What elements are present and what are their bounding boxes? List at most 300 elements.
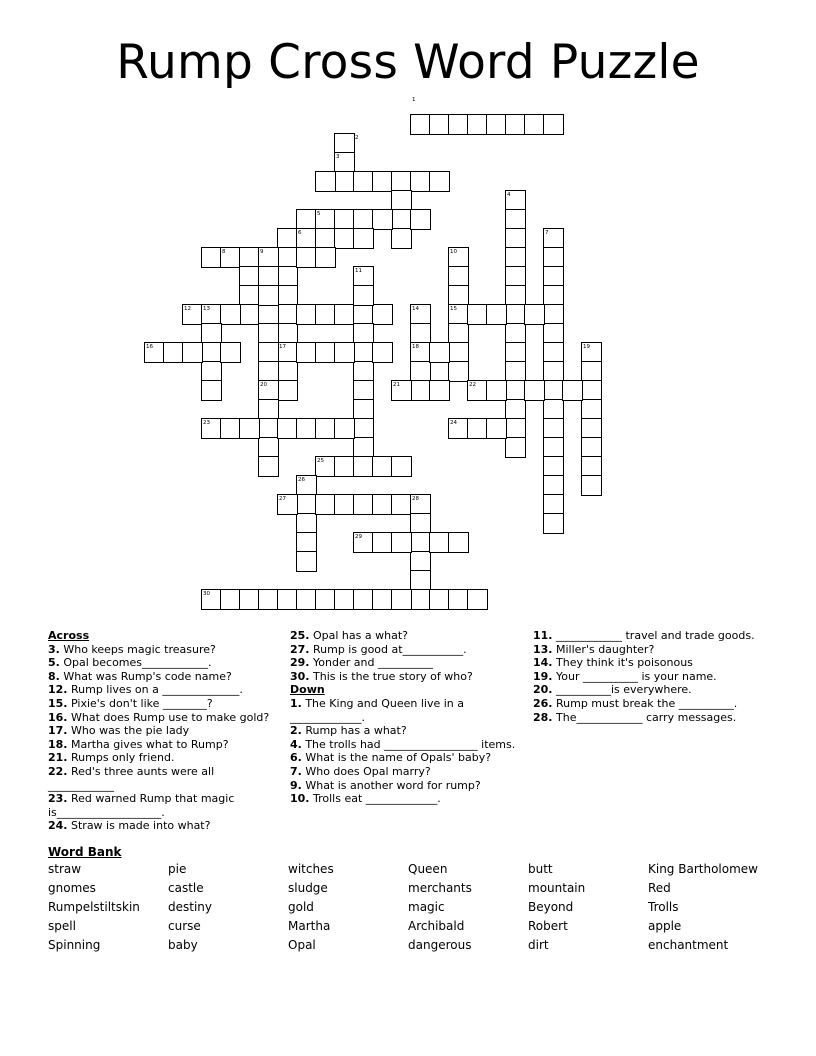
grid-cell[interactable]	[315, 342, 336, 363]
grid-cell[interactable]	[201, 380, 222, 401]
clue-item-number: 14.	[533, 656, 553, 670]
grid-cell[interactable]	[467, 418, 488, 439]
clue-item-text: Straw is made into what?	[67, 819, 211, 833]
grid-cell[interactable]	[258, 285, 279, 306]
grid-cell[interactable]	[353, 532, 374, 553]
grid-cell[interactable]	[410, 171, 431, 192]
grid-cell[interactable]	[220, 304, 241, 325]
grid-cell[interactable]	[391, 380, 412, 401]
clue-item-number: 24.	[48, 819, 68, 833]
word-bank-item: Red	[648, 881, 671, 895]
grid-cell[interactable]	[410, 361, 431, 382]
word-bank-item: Opal	[288, 938, 316, 952]
clue-item-text: Martha gives what to Rump?	[67, 737, 229, 751]
grid-cell[interactable]	[486, 114, 507, 135]
word-bank-item: gold	[288, 900, 314, 914]
clue-item-text: Rump lives on a ______________.	[67, 683, 243, 697]
clue-number: 1	[412, 97, 416, 103]
grid-cell[interactable]	[315, 209, 336, 230]
clue-number: 3	[336, 154, 340, 160]
grid-cell[interactable]	[334, 342, 355, 363]
word-bank-item: witches	[288, 862, 334, 876]
grid-cell[interactable]	[353, 380, 374, 401]
clue-item	[290, 751, 520, 765]
grid-cell[interactable]	[296, 589, 317, 610]
clue-item-text: Pixie's don't like ________?	[67, 696, 213, 710]
grid-cell[interactable]	[296, 247, 317, 268]
grid-cell[interactable]	[296, 342, 317, 363]
clue-item-number: 7.	[290, 764, 302, 778]
clue-item	[533, 670, 763, 684]
grid-cell[interactable]	[258, 437, 279, 458]
page-title: Rump Cross Word Puzzle	[116, 35, 700, 90]
clue-item-text: ____________ travel and trade goods.	[552, 629, 755, 642]
grid-cell[interactable]	[543, 418, 564, 439]
grid-cell[interactable]	[391, 228, 412, 249]
grid-cell[interactable]	[258, 380, 279, 401]
grid-cell[interactable]	[543, 323, 564, 344]
grid-cell[interactable]	[353, 209, 374, 230]
grid-cell[interactable]	[258, 266, 279, 287]
grid-cell[interactable]	[543, 437, 564, 458]
grid-cell[interactable]	[543, 247, 564, 268]
clue-item-text: The trolls had _________________ items.	[301, 737, 516, 751]
grid-cell[interactable]	[448, 247, 469, 268]
grid-cell[interactable]	[410, 380, 431, 401]
grid-cell[interactable]	[543, 266, 564, 287]
grid-cell[interactable]	[277, 380, 298, 401]
grid-cell[interactable]	[448, 589, 469, 610]
grid-cell[interactable]	[372, 589, 393, 610]
grid-cell[interactable]	[448, 418, 469, 439]
grid-cell[interactable]	[201, 323, 222, 344]
clue-item-number: 15.	[48, 696, 68, 710]
clue-item-text: What was Rump's code name?	[59, 669, 232, 683]
grid-cell[interactable]	[581, 437, 602, 458]
grid-cell[interactable]	[201, 342, 222, 363]
grid-cell[interactable]	[353, 399, 374, 420]
clue-heading: Down	[290, 683, 325, 697]
clue-item-text: The King and Queen live in a _____________.	[290, 696, 464, 724]
grid-cell[interactable]	[277, 228, 298, 249]
clue-item-text: Yonder and __________	[309, 656, 433, 670]
clue-item-text: Rumps only friend.	[67, 751, 175, 765]
clue-item-number: 5.	[48, 656, 60, 670]
grid-cell[interactable]	[429, 532, 450, 553]
grid-cell[interactable]	[372, 304, 393, 325]
grid-cell[interactable]	[505, 399, 526, 420]
clue-item	[48, 683, 280, 697]
grid-cell[interactable]	[239, 285, 260, 306]
grid-cell[interactable]	[543, 228, 564, 249]
grid-cell[interactable]	[258, 456, 279, 477]
grid-cell[interactable]	[505, 228, 526, 249]
grid-cell[interactable]	[448, 361, 469, 382]
grid-cell[interactable]	[239, 266, 260, 287]
grid-cell[interactable]	[448, 285, 469, 306]
clue-item-text: Rump is good at___________.	[309, 642, 467, 656]
grid-cell[interactable]	[543, 304, 564, 325]
grid-cell[interactable]	[581, 475, 602, 496]
grid-cell[interactable]	[353, 304, 374, 325]
clue-number: 6	[298, 230, 302, 236]
grid-cell[interactable]	[296, 304, 317, 325]
grid-cell[interactable]	[486, 380, 507, 401]
grid-cell[interactable]	[258, 342, 279, 363]
clue-item	[48, 765, 280, 792]
grid-cell[interactable]	[315, 304, 336, 325]
grid-cell[interactable]	[258, 361, 279, 382]
grid-cell[interactable]	[334, 152, 355, 173]
grid-cell[interactable]	[258, 323, 279, 344]
grid-cell[interactable]	[543, 380, 564, 401]
grid-cell[interactable]	[372, 342, 393, 363]
word-bank-item: King Bartholomew	[648, 862, 758, 876]
word-bank-item: castle	[168, 881, 204, 895]
clue-item-number: 13.	[533, 642, 553, 656]
word-bank-item: butt	[528, 862, 553, 876]
grid-cell[interactable]	[334, 456, 355, 477]
grid-cell[interactable]	[448, 532, 469, 553]
grid-cell[interactable]	[353, 342, 374, 363]
grid-cell[interactable]	[505, 304, 526, 325]
clue-item-text: They think it's poisonous	[552, 656, 693, 670]
clue-item	[290, 629, 520, 643]
grid-cell[interactable]	[410, 304, 431, 325]
grid-cell[interactable]	[353, 418, 374, 439]
grid-cell[interactable]	[429, 114, 450, 135]
grid-cell[interactable]	[277, 418, 298, 439]
clue-item	[533, 697, 763, 711]
word-bank-item: curse	[168, 919, 201, 933]
clue-item	[533, 683, 763, 697]
grid-cell[interactable]	[505, 285, 526, 306]
grid-cell[interactable]	[296, 418, 317, 439]
clue-item	[48, 643, 280, 657]
clue-item-text: What does Rump use to make gold?	[67, 710, 270, 724]
grid-cell[interactable]	[505, 342, 526, 363]
grid-cell[interactable]	[296, 551, 317, 572]
grid-cell[interactable]	[562, 380, 583, 401]
clue-number: 18	[412, 344, 419, 350]
grid-cell[interactable]	[448, 304, 469, 325]
word-bank-item: Spinning	[48, 938, 101, 952]
clue-item-number: 26.	[533, 696, 553, 710]
clue-item-number: 9.	[290, 778, 302, 792]
clue-item-text: __________is everywhere.	[552, 683, 692, 697]
grid-cell[interactable]	[353, 437, 374, 458]
grid-cell[interactable]	[315, 589, 336, 610]
clue-number: 16	[146, 344, 153, 350]
grid-cell[interactable]	[372, 532, 393, 553]
grid-cell[interactable]	[258, 247, 279, 268]
grid-cell[interactable]	[448, 342, 469, 363]
clue-number: 26	[298, 477, 305, 483]
clue-item	[48, 656, 280, 670]
grid-cell[interactable]	[334, 209, 355, 230]
grid-cell[interactable]	[391, 589, 412, 610]
clue-item-number: 1.	[290, 696, 302, 710]
clue-number: 25	[317, 458, 324, 464]
grid-cell[interactable]	[277, 589, 298, 610]
grid-cell[interactable]	[486, 304, 507, 325]
grid-cell[interactable]	[201, 304, 222, 325]
clue-number: 22	[469, 382, 476, 388]
grid-cell[interactable]	[543, 114, 564, 135]
grid-cell[interactable]	[353, 456, 374, 477]
grid-cell[interactable]	[334, 133, 355, 154]
grid-cell[interactable]	[353, 323, 374, 344]
grid-cell[interactable]	[467, 380, 488, 401]
grid-cell[interactable]	[296, 228, 317, 249]
grid-cell[interactable]	[315, 494, 336, 515]
clue-item	[290, 765, 520, 779]
grid-cell[interactable]	[277, 247, 298, 268]
clue-heading: Across	[48, 629, 90, 642]
grid-cell[interactable]	[163, 342, 184, 363]
grid-cell[interactable]	[258, 304, 279, 325]
grid-cell[interactable]	[524, 114, 545, 135]
clue-item-number: 16.	[48, 710, 68, 724]
grid-cell[interactable]	[182, 304, 203, 325]
grid-cell[interactable]	[410, 342, 431, 363]
grid-cell[interactable]	[296, 475, 317, 496]
clue-item-text: Rump has a what?	[301, 724, 407, 738]
grid-cell[interactable]	[372, 209, 393, 230]
grid-cell[interactable]	[201, 247, 222, 268]
grid-cell[interactable]	[524, 304, 545, 325]
grid-cell[interactable]	[581, 380, 602, 401]
clue-item	[533, 656, 763, 670]
grid-cell[interactable]	[410, 323, 431, 344]
clue-number: 27	[279, 496, 286, 502]
grid-cell[interactable]	[353, 266, 374, 287]
grid-cell[interactable]	[334, 589, 355, 610]
grid-cell[interactable]	[410, 513, 431, 534]
word-bank-item: sludge	[288, 881, 328, 895]
grid-cell[interactable]	[315, 171, 336, 192]
grid-cell[interactable]	[277, 342, 298, 363]
grid-cell[interactable]	[353, 589, 374, 610]
grid-cell[interactable]	[505, 209, 526, 230]
grid-cell[interactable]	[239, 304, 260, 325]
grid-cell[interactable]	[505, 247, 526, 268]
grid-cell[interactable]	[505, 361, 526, 382]
grid-cell[interactable]	[543, 475, 564, 496]
clue-item	[533, 711, 763, 725]
grid-cell[interactable]	[391, 209, 412, 230]
grid-cell[interactable]	[372, 494, 393, 515]
grid-cell[interactable]	[277, 361, 298, 382]
grid-cell[interactable]	[391, 532, 412, 553]
clue-item-number: 29.	[290, 656, 310, 670]
grid-cell[interactable]	[410, 589, 431, 610]
clue-item-number: 12.	[48, 683, 68, 697]
grid-cell[interactable]	[581, 456, 602, 477]
grid-cell[interactable]	[353, 361, 374, 382]
grid-cell[interactable]	[391, 456, 412, 477]
grid-cell[interactable]	[334, 418, 355, 439]
clue-item	[48, 724, 280, 738]
clue-item-text: This is the true story of who?	[309, 669, 473, 683]
grid-cell[interactable]	[277, 304, 298, 325]
grid-cell[interactable]	[448, 114, 469, 135]
grid-cell[interactable]	[296, 513, 317, 534]
word-bank-item: pie	[168, 862, 187, 876]
grid-cell[interactable]	[505, 114, 526, 135]
grid-cell[interactable]	[277, 494, 298, 515]
grid-cell[interactable]	[543, 513, 564, 534]
grid-cell[interactable]	[239, 418, 260, 439]
grid-cell[interactable]	[467, 304, 488, 325]
clue-number: 11	[355, 268, 362, 274]
grid-cell[interactable]	[220, 589, 241, 610]
grid-cell[interactable]	[334, 494, 355, 515]
grid-cell[interactable]	[429, 342, 450, 363]
grid-cell[interactable]	[429, 589, 450, 610]
clue-item-number: 23.	[48, 792, 68, 806]
clue-item-number: 8.	[48, 669, 60, 683]
grid-cell[interactable]	[315, 456, 336, 477]
clue-item-text: Miller's daughter?	[552, 642, 655, 656]
grid-cell[interactable]	[448, 266, 469, 287]
word-bank-item: Archibald	[408, 919, 465, 933]
clue-item-number: 4.	[290, 737, 302, 751]
grid-cell[interactable]	[258, 418, 279, 439]
word-bank-heading: Word Bank	[48, 845, 122, 859]
clue-number: 17	[279, 344, 286, 350]
grid-cell[interactable]	[315, 228, 336, 249]
clue-number: 5	[317, 211, 321, 217]
word-bank-item: Rumpelstiltskin	[48, 900, 140, 914]
clue-column-2	[290, 629, 520, 806]
word-bank-item: Beyond	[528, 900, 574, 914]
clue-number: 29	[355, 534, 362, 540]
grid-cell[interactable]	[543, 494, 564, 515]
grid-cell[interactable]	[391, 190, 412, 211]
grid-cell[interactable]	[277, 323, 298, 344]
grid-cell[interactable]	[353, 228, 374, 249]
clue-item-text: Red's three aunts were all ____________	[48, 764, 215, 792]
word-bank-item: spell	[48, 919, 76, 933]
clue-item	[533, 643, 763, 657]
grid-cell[interactable]	[258, 589, 279, 610]
grid-cell[interactable]	[144, 342, 165, 363]
grid-cell[interactable]	[429, 171, 450, 192]
grid-cell[interactable]	[467, 589, 488, 610]
word-bank-item: mountain	[528, 881, 586, 895]
grid-cell[interactable]	[220, 247, 241, 268]
grid-cell[interactable]	[505, 418, 526, 439]
clue-item-number: 30.	[290, 669, 310, 683]
grid-cell[interactable]	[353, 494, 374, 515]
grid-cell[interactable]	[410, 532, 431, 553]
grid-cell[interactable]	[581, 361, 602, 382]
grid-cell[interactable]	[391, 494, 412, 515]
grid-cell[interactable]	[372, 456, 393, 477]
grid-cell[interactable]	[239, 247, 260, 268]
grid-cell[interactable]	[448, 323, 469, 344]
grid-cell[interactable]	[353, 171, 374, 192]
grid-cell[interactable]	[220, 418, 241, 439]
grid-cell[interactable]	[410, 494, 431, 515]
word-bank-item: apple	[648, 919, 682, 933]
grid-cell[interactable]	[201, 418, 222, 439]
grid-cell[interactable]	[258, 399, 279, 420]
grid-cell[interactable]	[543, 399, 564, 420]
clue-number: 20	[260, 382, 267, 388]
grid-cell[interactable]	[220, 342, 241, 363]
word-bank-item: merchants	[408, 881, 472, 895]
grid-cell[interactable]	[581, 342, 602, 363]
clue-item	[290, 656, 520, 670]
grid-cell[interactable]	[315, 247, 336, 268]
grid-cell[interactable]	[296, 532, 317, 553]
grid-cell[interactable]	[410, 114, 431, 135]
grid-cell[interactable]	[543, 456, 564, 477]
clue-number: 14	[412, 306, 419, 312]
grid-cell[interactable]	[429, 380, 450, 401]
grid-cell[interactable]	[505, 323, 526, 344]
grid-cell[interactable]	[296, 209, 317, 230]
grid-cell[interactable]	[524, 380, 545, 401]
grid-cell[interactable]	[410, 551, 431, 572]
grid-cell[interactable]	[410, 209, 431, 230]
grid-cell[interactable]	[201, 361, 222, 382]
grid-cell[interactable]	[486, 418, 507, 439]
grid-cell[interactable]	[505, 380, 526, 401]
clue-number: 24	[450, 420, 457, 426]
grid-cell[interactable]	[334, 228, 355, 249]
clue-number: 10	[450, 249, 457, 255]
grid-cell[interactable]	[296, 494, 317, 515]
grid-cell[interactable]	[353, 285, 374, 306]
grid-cell[interactable]	[543, 285, 564, 306]
grid-cell[interactable]	[201, 589, 222, 610]
clue-number: 28	[412, 496, 419, 502]
grid-cell[interactable]	[391, 171, 412, 192]
clue-item-number: 19.	[533, 669, 553, 683]
grid-cell[interactable]	[372, 171, 393, 192]
grid-cell[interactable]	[581, 418, 602, 439]
clue-item-number: 21.	[48, 751, 68, 765]
word-bank	[48, 845, 758, 952]
grid-cell[interactable]	[410, 570, 431, 591]
grid-cell[interactable]	[581, 399, 602, 420]
grid-cell[interactable]	[505, 190, 526, 211]
grid-cell[interactable]	[505, 437, 526, 458]
clue-number: 9	[260, 249, 264, 255]
grid-cell[interactable]	[277, 285, 298, 306]
word-bank-item: Trolls	[648, 900, 679, 914]
grid-cell[interactable]	[315, 418, 336, 439]
clue-number: 19	[583, 344, 590, 350]
grid-cell[interactable]	[239, 589, 260, 610]
grid-cell[interactable]	[277, 266, 298, 287]
grid-cell[interactable]	[467, 114, 488, 135]
grid-cell[interactable]	[334, 304, 355, 325]
clue-column-3	[533, 629, 763, 724]
clue-item-number: 22.	[48, 764, 68, 778]
clue-column-1	[48, 629, 280, 833]
clue-item-number: 20.	[533, 683, 553, 697]
grid-cell[interactable]	[505, 266, 526, 287]
grid-cell[interactable]	[182, 342, 203, 363]
grid-cell[interactable]	[543, 361, 564, 382]
grid-cell[interactable]	[334, 171, 355, 192]
grid-cell[interactable]	[543, 342, 564, 363]
word-bank-item: gnomes	[48, 881, 96, 895]
